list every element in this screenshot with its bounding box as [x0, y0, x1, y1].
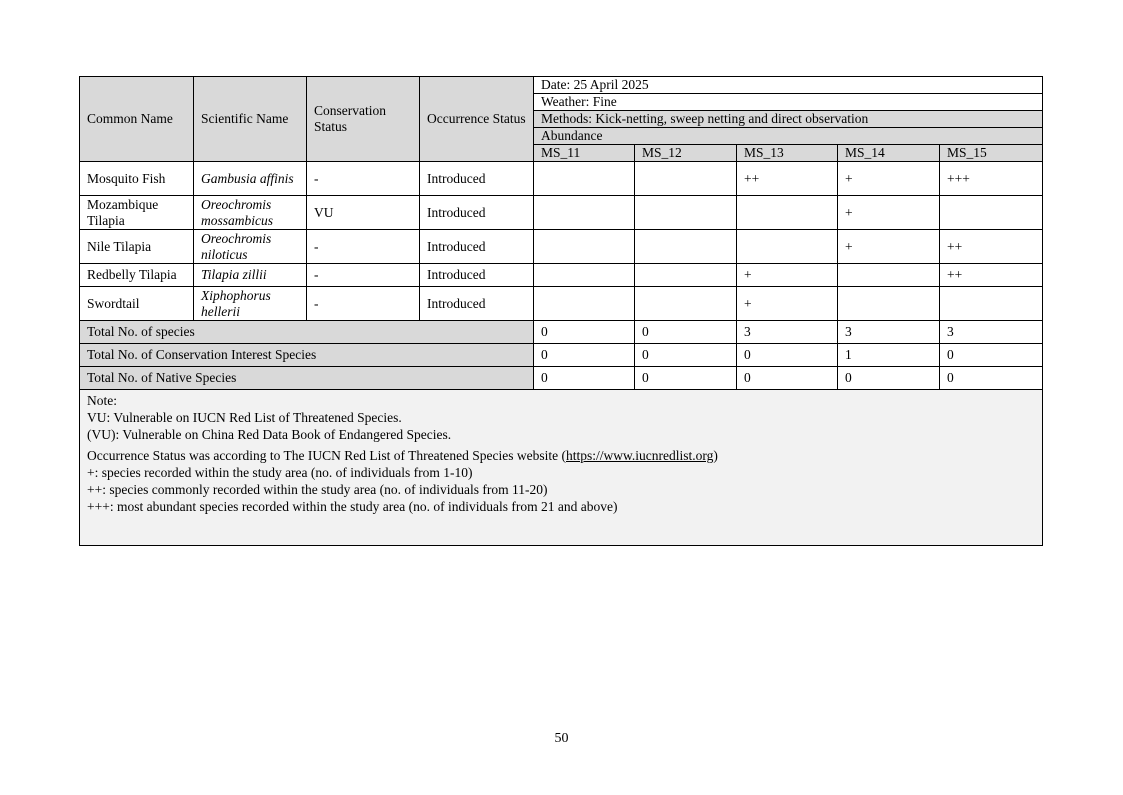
abundance-cell — [737, 230, 838, 264]
scientific-name-cell: Xiphophorus hellerii — [194, 287, 307, 321]
page-number: 50 — [554, 731, 569, 746]
total-value-cell: 0 — [940, 344, 1043, 367]
abundance-cell: ++ — [940, 264, 1043, 287]
conservation-cell: - — [307, 264, 420, 287]
totals-row — [80, 367, 1043, 390]
common-name-cell: Nile Tilapia — [80, 230, 194, 264]
site-header: MS_11 — [534, 145, 635, 162]
header-conservation-status: Conservation Status — [307, 77, 420, 162]
abundance-cell — [635, 162, 737, 196]
occurrence-cell: Introduced — [420, 196, 534, 230]
abundance-cell — [534, 230, 635, 264]
total-value-cell: 0 — [737, 367, 838, 390]
table-row — [80, 264, 1043, 287]
abundance-cell: + — [838, 196, 940, 230]
survey-weather: Weather: Fine — [534, 94, 1043, 111]
table-row — [80, 196, 1043, 230]
abundance-cell — [940, 196, 1043, 230]
common-name-cell: Mozambique Tilapia — [80, 196, 194, 230]
abundance-cell — [534, 196, 635, 230]
total-value-cell: 0 — [737, 344, 838, 367]
totals-row — [80, 321, 1043, 344]
total-value-cell: 0 — [635, 344, 737, 367]
site-header: MS_15 — [940, 145, 1043, 162]
conservation-cell: VU — [307, 196, 420, 230]
total-value-cell: 3 — [838, 321, 940, 344]
total-value-cell: 0 — [940, 367, 1043, 390]
note-vu-iucn: VU: Vulnerable on IUCN Red List of Threatened Species. — [87, 410, 402, 425]
conservation-cell: - — [307, 230, 420, 264]
total-species-label: Total No. of species — [80, 321, 534, 344]
survey-date: Date: 25 April 2025 — [534, 77, 1043, 94]
note-occurrence-suffix: ) — [713, 448, 718, 463]
abundance-cell: + — [737, 287, 838, 321]
scientific-name-cell: Oreochromis mossambicus — [194, 196, 307, 230]
survey-methods: Methods: Kick-netting, sweep netting and direct observation — [534, 111, 1043, 128]
conservation-cell: - — [307, 162, 420, 196]
table-row — [80, 162, 1043, 196]
abundance-cell — [940, 287, 1043, 321]
site-header: MS_14 — [838, 145, 940, 162]
fish-survey-table — [79, 76, 1043, 546]
table-row — [80, 230, 1043, 264]
iucn-link[interactable]: https://www.iucnredlist.org — [565, 448, 714, 463]
site-header: MS_13 — [737, 145, 838, 162]
total-value-cell: 0 — [534, 344, 635, 367]
site-header: MS_12 — [635, 145, 737, 162]
note-plus-two: ++: species commonly recorded within the study area (no. of individuals from 11-20) — [87, 482, 548, 497]
note-vu-china: (VU): Vulnerable on China Red Data Book of Endangered Species. — [87, 427, 452, 442]
abundance-cell — [635, 230, 737, 264]
abundance-cell — [534, 162, 635, 196]
occurrence-cell: Introduced — [420, 162, 534, 196]
total-value-cell: 0 — [635, 367, 737, 390]
abundance-cell: + — [838, 162, 940, 196]
abundance-header: Abundance — [534, 128, 1043, 145]
scientific-name-cell: Tilapia zillii — [194, 264, 307, 287]
abundance-cell — [635, 196, 737, 230]
abundance-cell — [534, 287, 635, 321]
scientific-name-cell: Oreochromis niloticus — [194, 230, 307, 264]
total-native-label: Total No. of Native Species — [80, 367, 534, 390]
scientific-name-cell: Gambusia affinis — [194, 162, 307, 196]
total-value-cell: 3 — [940, 321, 1043, 344]
total-value-cell: 0 — [838, 367, 940, 390]
header-scientific-name: Scientific Name — [194, 77, 307, 162]
note-heading: Note: — [87, 393, 117, 408]
total-value-cell: 0 — [534, 367, 635, 390]
note-occurrence-source — [87, 447, 1035, 464]
abundance-cell: +++ — [940, 162, 1043, 196]
total-value-cell: 0 — [635, 321, 737, 344]
abundance-cell — [737, 196, 838, 230]
abundance-cell — [534, 264, 635, 287]
occurrence-cell: Introduced — [420, 230, 534, 264]
table-notes — [80, 390, 1043, 546]
note-occurrence-prefix: Occurrence Status was according to The IUCN Red List of Threatened Species website ( — [87, 448, 566, 463]
note-plus-one: +: species recorded within the study area (no. of individuals from 1-10) — [87, 465, 473, 480]
abundance-cell: + — [838, 230, 940, 264]
totals-row — [80, 344, 1043, 367]
note-plus-three: +++: most abundant species recorded within the study area (no. of individuals from 21 and above) — [87, 499, 618, 514]
abundance-cell — [838, 287, 940, 321]
occurrence-cell: Introduced — [420, 264, 534, 287]
abundance-cell — [838, 264, 940, 287]
common-name-cell: Swordtail — [80, 287, 194, 321]
total-conservation-label: Total No. of Conservation Interest Species — [80, 344, 534, 367]
abundance-cell: ++ — [737, 162, 838, 196]
conservation-cell: - — [307, 287, 420, 321]
table-row — [80, 287, 1043, 321]
abundance-cell — [635, 264, 737, 287]
occurrence-cell: Introduced — [420, 287, 534, 321]
common-name-cell: Redbelly Tilapia — [80, 264, 194, 287]
abundance-cell — [635, 287, 737, 321]
abundance-cell: ++ — [940, 230, 1043, 264]
header-common-name: Common Name — [80, 77, 194, 162]
total-value-cell: 1 — [838, 344, 940, 367]
total-value-cell: 3 — [737, 321, 838, 344]
abundance-cell: + — [737, 264, 838, 287]
common-name-cell: Mosquito Fish — [80, 162, 194, 196]
total-value-cell: 0 — [534, 321, 635, 344]
header-occurrence-status: Occurrence Status — [420, 77, 534, 162]
